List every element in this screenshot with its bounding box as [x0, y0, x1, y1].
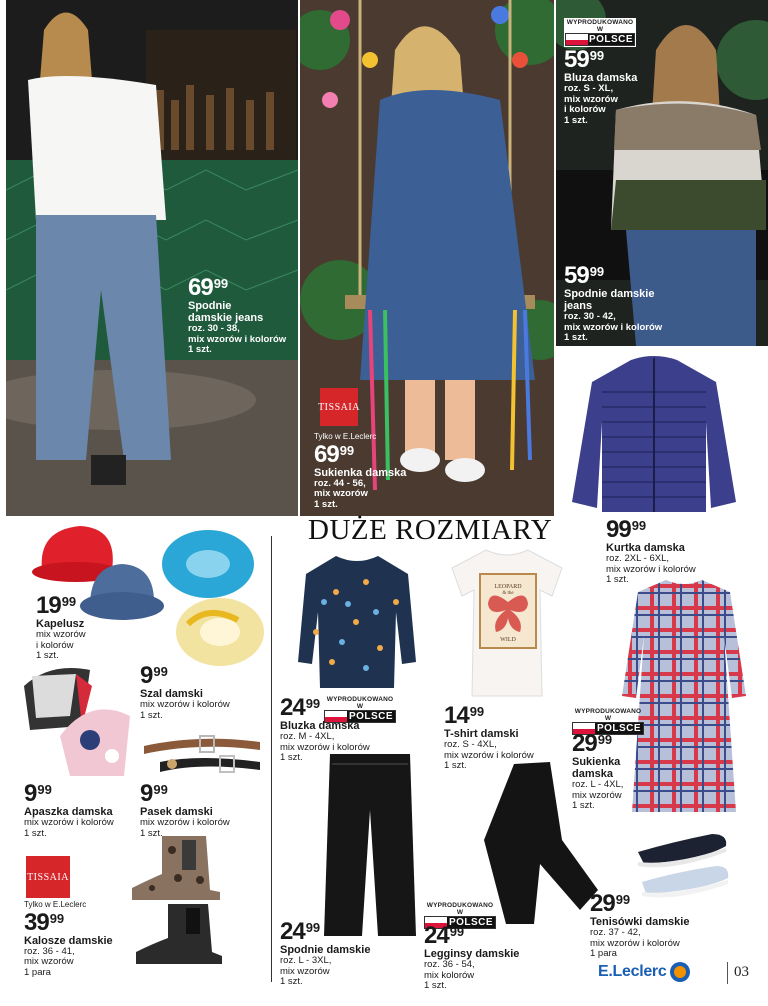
product-detail: i kolorów	[36, 639, 74, 651]
product-detail: 1 szt.	[564, 114, 588, 126]
product-detail: roz. 36 - 54,	[424, 959, 475, 970]
product-detail: mix kolorów	[424, 969, 475, 981]
product-detail: 1 szt.	[36, 650, 59, 661]
tshirt-print-line1: LEOPARD	[494, 584, 522, 590]
price	[424, 924, 534, 948]
product-detail: mix wzorów	[314, 488, 368, 499]
price-whole: 9	[140, 780, 153, 807]
made-in-poland-badge	[564, 18, 636, 47]
badge-made-in: WYPRODUKOWANO W	[426, 902, 494, 916]
price-whole: 69	[314, 440, 339, 468]
price-whole: 59	[564, 46, 589, 73]
price	[140, 664, 266, 688]
product-name: Kurtka damska	[606, 542, 685, 554]
product-detail: mix wzorów	[280, 965, 330, 977]
price-cents: 99	[597, 732, 613, 747]
section-title: DUŻE ROZMIARY	[308, 514, 553, 546]
offer-leggings	[424, 924, 534, 992]
price-whole: 24	[280, 918, 305, 945]
tissaia-logo: TISSAIA	[26, 856, 70, 898]
tshirt-image	[448, 546, 566, 698]
product-name: Apaszka damska	[24, 806, 113, 818]
price	[590, 892, 710, 916]
product-detail: roz. 44 - 56,	[314, 477, 366, 489]
price	[188, 276, 298, 300]
product-detail: mix wzorów i kolorów	[188, 333, 287, 345]
product-detail: mix wzorów i kolorów	[564, 321, 663, 333]
price-cents: 99	[631, 518, 647, 533]
price-cents: 99	[49, 910, 65, 926]
column-divider	[271, 536, 272, 982]
price-cents: 99	[61, 594, 77, 609]
product-name: Kalosze damskie	[24, 934, 113, 947]
price-cents: 99	[213, 276, 229, 291]
page-separator	[727, 962, 728, 984]
product-name: Bluza damska	[564, 72, 638, 84]
product-detail: mix wzorów	[564, 93, 618, 105]
kerchief-image	[20, 656, 134, 782]
price	[280, 920, 390, 944]
product-name: Spodnie damskie jeans	[564, 288, 655, 312]
offer-kerchief	[24, 782, 140, 839]
tshirt-print-line2: & the	[502, 591, 514, 596]
product-name: Spodnie damskie	[280, 944, 371, 956]
product-detail: mix wzorów i kolorów	[590, 937, 680, 949]
product-name: Szal damski	[140, 688, 203, 700]
jacket-image	[566, 352, 742, 516]
price-cents: 99	[37, 782, 52, 797]
boots-image	[128, 830, 224, 970]
product-detail: mix wzorów i kolorów	[280, 741, 370, 753]
product-detail: 1 szt.	[606, 574, 629, 585]
photo-jeans-woman	[6, 0, 298, 516]
product-detail: roz. L - 3XL,	[280, 955, 332, 966]
product-name: Bluzka damska	[280, 720, 360, 732]
badge-made-in: WYPRODUKOWANO W	[574, 708, 642, 722]
product-detail: roz. 30 - 42,	[564, 311, 616, 322]
product-name: Kapelusz	[36, 618, 85, 630]
price-whole: 99	[606, 516, 631, 543]
price-cents: 99	[305, 920, 321, 935]
scarf-image	[158, 524, 266, 672]
product-detail: 1 szt.	[188, 344, 212, 355]
badge-country: POLSCE	[448, 917, 494, 928]
tshirt-print-line3: WILD	[500, 637, 516, 643]
product-detail: roz. S - 4XL,	[444, 739, 497, 750]
price-cents: 99	[615, 892, 631, 907]
price-whole: 39	[24, 908, 49, 936]
price	[314, 440, 414, 468]
price-whole: 24	[280, 694, 305, 721]
price	[572, 732, 662, 756]
badge-country: POLSCE	[596, 723, 642, 734]
page-number: 03	[734, 964, 749, 980]
price	[606, 518, 736, 542]
product-detail: 1 szt.	[280, 752, 303, 763]
product-detail: mix wzorów i kolorów	[24, 817, 114, 828]
product-detail: roz. 2XL - 6XL,	[606, 553, 670, 564]
product-detail: mix wzorów i kolorów	[140, 699, 230, 710]
product-detail: mix wzorów	[24, 956, 74, 967]
product-name: Spodnie damskie jeans	[188, 300, 264, 324]
product-detail: roz. 37 - 42,	[590, 927, 641, 938]
price	[24, 908, 124, 936]
price-cents: 99	[153, 782, 168, 797]
leggings-image	[480, 760, 600, 928]
product-detail: mix wzorów	[572, 789, 622, 801]
product-detail: 1 szt.	[140, 827, 163, 839]
price	[280, 696, 400, 720]
offer-hat	[36, 594, 106, 662]
product-detail: 1 szt.	[564, 332, 588, 343]
price-cents: 99	[305, 696, 321, 711]
leclerc-logo	[598, 962, 690, 982]
product-name: T-shirt damski	[444, 728, 519, 740]
product-detail: 1 para	[24, 966, 51, 978]
product-detail: 1 szt.	[572, 800, 595, 811]
price-whole: 14	[444, 702, 469, 729]
price	[24, 782, 140, 806]
price	[140, 782, 266, 806]
offer-boots	[24, 900, 124, 978]
product-detail: 1 para	[590, 948, 617, 959]
price-whole: 29	[590, 890, 615, 917]
product-name: Tenisówki damskie	[590, 916, 690, 928]
badge-made-in: WYPRODUKOWANO W	[326, 696, 394, 710]
badge-made-in: WYPRODUKOWANO W	[566, 19, 634, 33]
price-cents: 99	[589, 264, 605, 279]
offer-hoodie	[564, 48, 644, 126]
leclerc-brand-text: E.Leclerc	[598, 963, 667, 980]
offer-jeans-left	[188, 276, 298, 356]
price-cents: 99	[339, 442, 355, 458]
product-detail: mix wzorów i kolorów	[140, 817, 230, 828]
offer-jeans-right	[564, 264, 674, 344]
polish-flag-icon	[566, 34, 588, 45]
price-cents: 99	[449, 924, 465, 939]
price-whole: 9	[24, 780, 37, 807]
product-detail: i kolorów	[564, 104, 606, 115]
product-detail: 1 szt.	[140, 709, 163, 721]
price	[36, 594, 106, 618]
product-detail: 1 szt.	[314, 498, 338, 510]
only-at-leclerc: Tylko w E.Leclerc	[24, 900, 87, 909]
offer-sneakers	[590, 892, 710, 960]
price-cents: 99	[589, 48, 605, 63]
product-detail: mix wzorów	[36, 629, 86, 640]
product-detail: roz. S - XL,	[564, 83, 614, 94]
price-whole: 9	[140, 662, 153, 689]
price-whole: 24	[424, 922, 449, 949]
offer-dress-swing	[314, 432, 414, 510]
price-cents: 99	[469, 704, 485, 719]
product-detail: 1 szt.	[444, 760, 467, 771]
price-whole: 59	[564, 262, 589, 289]
product-name: Legginsy damskie	[424, 948, 520, 960]
price-whole: 19	[36, 592, 61, 619]
trousers-image	[322, 750, 418, 940]
product-detail: mix wzorów i kolorów	[444, 749, 534, 761]
product-detail: roz. 30 - 38,	[188, 323, 240, 334]
product-name: Sukienka damska	[314, 466, 407, 479]
belt-image	[140, 732, 266, 776]
price-cents: 99	[153, 664, 168, 679]
price	[564, 264, 674, 288]
blouse-image	[296, 552, 418, 690]
badge-country: POLSCE	[348, 711, 394, 722]
product-name: Sukienka damska	[572, 756, 621, 780]
product-detail: roz. L - 4XL,	[572, 779, 624, 790]
product-detail: roz. M - 4XL,	[280, 731, 335, 742]
product-detail: 1 szt.	[280, 976, 303, 987]
only-at-leclerc: Tylko w E.Leclerc	[314, 432, 377, 441]
price	[444, 704, 566, 728]
tissaia-logo: TISSAIA	[320, 388, 358, 426]
leclerc-emblem-icon	[670, 962, 690, 982]
price	[564, 48, 644, 72]
offer-trousers	[280, 920, 390, 988]
offer-scarf	[140, 664, 266, 721]
product-detail: 1 szt.	[24, 827, 47, 839]
product-detail: 1 szt.	[424, 980, 447, 991]
badge-country: POLSCE	[588, 34, 634, 45]
product-detail: mix wzorów i kolorów	[606, 563, 696, 575]
product-detail: roz. 36 - 41,	[24, 945, 75, 957]
product-name: Pasek damski	[140, 806, 213, 818]
price-whole: 29	[572, 730, 597, 757]
price-whole: 69	[188, 274, 213, 301]
